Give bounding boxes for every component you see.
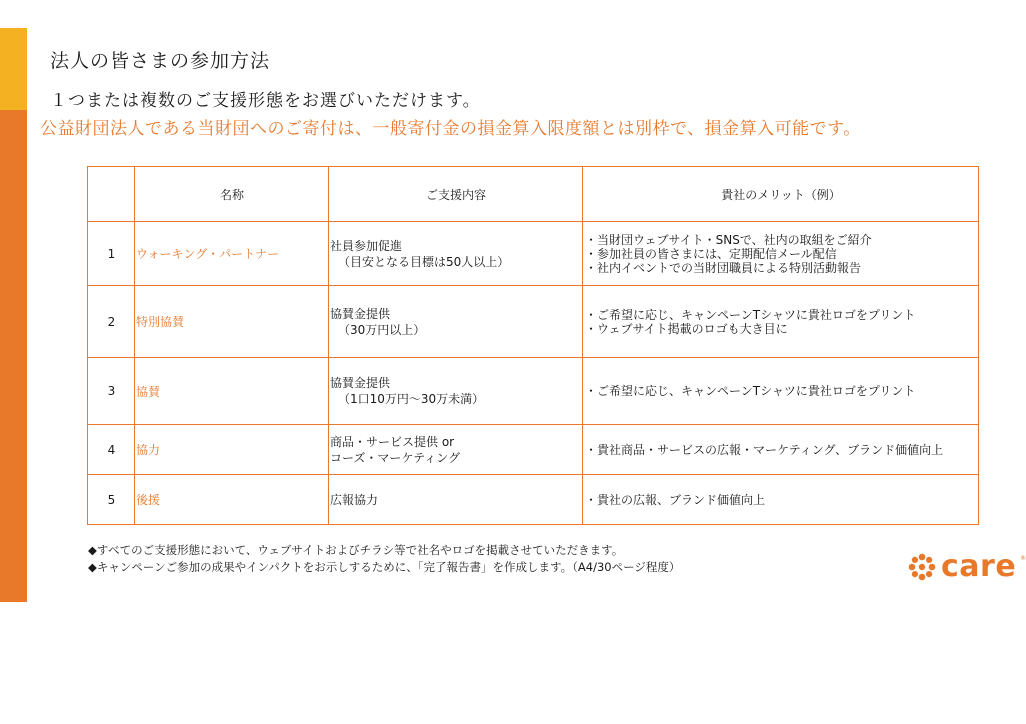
merit-list (583, 222, 979, 286)
logo-trademark: ® (1020, 555, 1026, 562)
merit-list (583, 475, 979, 525)
content-line: コーズ・マーケティング (330, 450, 460, 465)
footnotes (88, 542, 680, 576)
row-number: 2 (88, 286, 135, 358)
care-burst-icon (907, 552, 937, 582)
merit-list (583, 358, 979, 425)
content-line: 広報協力 (330, 492, 379, 507)
support-content (329, 425, 583, 475)
participation-table (87, 166, 979, 525)
accent-bar-main (0, 110, 27, 602)
row-number: 3 (88, 358, 135, 425)
table-row (88, 475, 979, 525)
row-number: 5 (88, 475, 135, 525)
content-line: 協賛金提供 (330, 306, 391, 321)
support-content (329, 286, 583, 358)
column-header-content: ご支援内容 (329, 167, 583, 222)
page-subtitle: １つまたは複数のご支援形態をお選びいただけます。 (50, 91, 481, 111)
content-line: 商品・サービス提供 or (330, 434, 455, 449)
table-header-row (88, 167, 979, 222)
merit-item: ・社内イベントでの当財団職員による特別活動報告 (585, 260, 862, 275)
page-title: 法人の皆さまの参加方法 (50, 50, 271, 72)
merit-item: ・当財団ウェブサイト・SNSで、社内の取組をご紹介 (585, 232, 872, 247)
plan-name: 協賛 (135, 358, 329, 425)
plan-name: 後援 (135, 475, 329, 525)
content-line: 協賛金提供 (330, 376, 391, 390)
table-row (88, 358, 979, 425)
support-content (329, 358, 583, 425)
footnote-item: ◆すべてのご支援形態において、ウェブサイトおよびチラシ等で社名やロゴを掲載させていただきます。 (88, 543, 624, 557)
tax-highlight: 公益財団法人である当財団へのご寄付は、一般寄付金の損金算入限度額とは別枠で、損金算入可能です。 (40, 119, 861, 139)
merit-item: ・貴社商品・サービスの広報・マーケティング、ブランド価値向上 (585, 442, 944, 457)
plan-name: 協力 (135, 425, 329, 475)
table-row (88, 425, 979, 475)
support-content (329, 222, 583, 286)
column-header-merit: 貴社のメリット（例） (583, 167, 979, 222)
row-number: 1 (88, 222, 135, 286)
support-content (329, 475, 583, 525)
content-line: （1口10万円～30万未満） (338, 392, 485, 406)
merit-item: ・参加社員の皆さまには、定期配信メール配信 (585, 246, 837, 261)
logo-wordmark: care (941, 549, 1017, 584)
merit-list (583, 286, 979, 358)
row-number: 4 (88, 425, 135, 475)
plan-name: 特別協賛 (135, 286, 329, 358)
merit-item: ・ウェブサイト掲載のロゴも大き目に (585, 321, 788, 336)
content-line: 社員参加促進 (330, 238, 403, 253)
table-row (88, 222, 979, 286)
column-header-num (88, 167, 135, 222)
column-header-name: 名称 (135, 167, 329, 222)
merit-item: ・貴社の広報、ブランド価値向上 (585, 492, 766, 507)
content-line: （30万円以上） (338, 322, 426, 337)
content-line: （目安となる目標は50人以上） (338, 254, 510, 269)
merit-item: ・ご希望に応じ、キャンペーンTシャツに貴社ロゴをプリント (585, 307, 916, 322)
merit-list (583, 425, 979, 475)
accent-bar-top (0, 28, 27, 110)
plan-name: ウォーキング・パートナー (135, 222, 329, 286)
care-logo (907, 549, 1026, 584)
table-row (88, 286, 979, 358)
merit-item: ・ご希望に応じ、キャンペーンTシャツに貴社ロゴをプリント (585, 384, 916, 398)
footnote-item: ◆キャンペーンご参加の成果やインパクトをお示しするために、「完了報告書」を作成します。（A4/30ページ程度） (88, 560, 681, 574)
